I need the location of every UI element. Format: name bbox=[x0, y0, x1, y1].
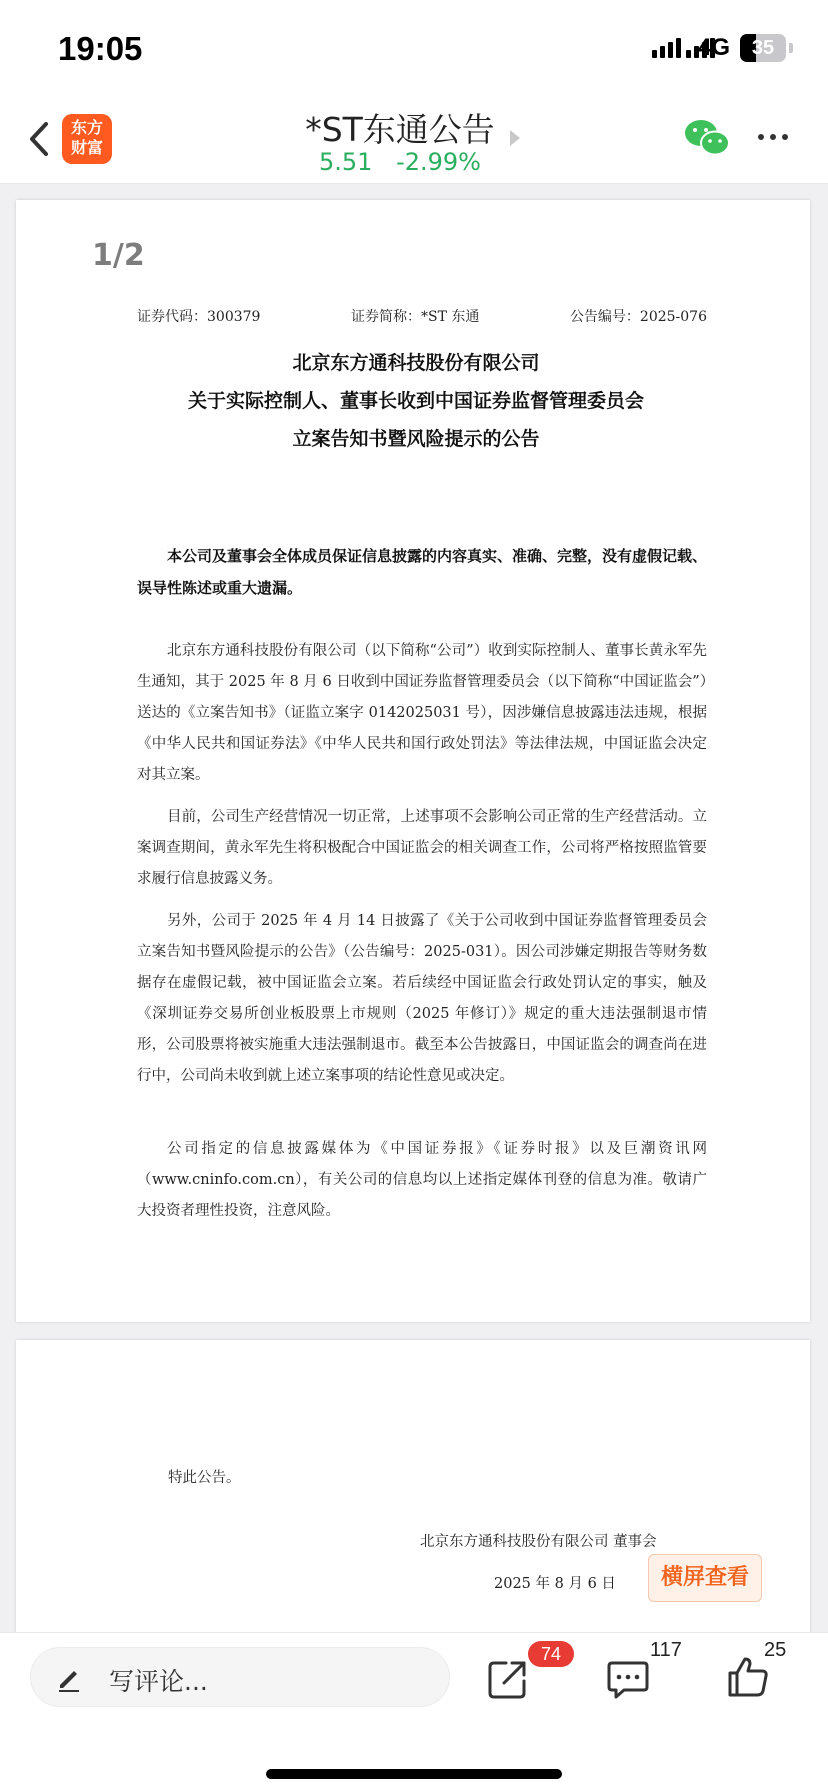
stock-quote bbox=[230, 148, 570, 176]
document-meta bbox=[137, 306, 707, 326]
document-title-line-3: 立案告知书暨风险提示的公告 bbox=[292, 428, 540, 450]
security-name: 证券简称：*ST 东通 bbox=[350, 309, 480, 325]
document-page-1 bbox=[16, 200, 810, 1322]
stock-price: 5.51 bbox=[319, 148, 373, 176]
bottom-action-bar bbox=[0, 1632, 828, 1792]
landscape-view-button[interactable]: 横屏查看 bbox=[648, 1554, 762, 1602]
paragraph-3: 另外，公司于 2025 年 4 月 14 日披露了《关于公司收到中国证券监督管理委员会立案告知书暨风险提示的公告》（公告编号：2025-031）。因公司涉嫌定期报告等财务数据存在虚假记载，被中国证监会立案。若后续经中国证监会行政处罚认定的事实，触及《深圳证券交易所创业板股票上市规则（2025 年修订）》规定的重大违法强制退市情形，公司股票将被实施重大违法强制退市。截至本公告披露日，中国证监会的调查尚在进行中，公司尚未收到就上述立案事项的结论性意见或决定。 bbox=[137, 913, 707, 1084]
page-title: *ST东通公告 bbox=[305, 110, 495, 149]
back-icon[interactable] bbox=[22, 116, 62, 162]
battery-level: 35 bbox=[751, 37, 775, 59]
security-code: 证券代码：300379 bbox=[137, 309, 261, 325]
battery-cap bbox=[789, 43, 793, 53]
paragraph-2: 目前，公司生产经营情况一切正常，上述事项不会影响公司正常的生产经营活动。立案调查期间，黄永军先生将积极配合中国证监会的相关调查工作，公司将严格按照监管要求履行信息披露义务。 bbox=[137, 809, 707, 887]
battery-icon bbox=[740, 34, 786, 62]
stock-change: -2.99% bbox=[396, 148, 481, 176]
paragraph-4: 公司指定的信息披露媒体为《中国证券报》《证券时报》以及巨潮资讯网（www.cninfo.com.cn），有关公司的信息均以上述指定媒体刊登的信息为准。敬请广大投资者理性投资，注意风险。 bbox=[137, 1141, 707, 1219]
share-count-badge: 74 bbox=[528, 1641, 574, 1667]
like-count: 25 bbox=[764, 1639, 787, 1661]
document-title-line-2: 关于实际控制人、董事长收到中国证券监督管理委员会 bbox=[187, 390, 644, 412]
status-bar bbox=[0, 0, 828, 96]
comment-icon[interactable] bbox=[606, 1659, 650, 1701]
pencil-icon bbox=[55, 1664, 83, 1692]
comment-count: 117 bbox=[650, 1639, 682, 1661]
page-indicator: 1/2 bbox=[92, 238, 145, 273]
closing-text: 特此公告。 bbox=[168, 1470, 241, 1486]
logo-line1: 东方 bbox=[70, 118, 103, 137]
share-icon[interactable] bbox=[486, 1657, 530, 1701]
sign-date: 2025 年 8 月 6 日 bbox=[494, 1576, 616, 1592]
more-icon[interactable] bbox=[758, 134, 788, 140]
document-title-line-1: 北京东方通科技股份有限公司 bbox=[292, 352, 540, 374]
home-indicator bbox=[266, 1769, 562, 1779]
board-statement: 本公司及董事会全体成员保证信息披露的内容真实、准确、完整，没有虚假记载、误导性陈述或重大遗漏。 bbox=[137, 547, 708, 597]
comment-placeholder: 写评论... bbox=[109, 1667, 208, 1696]
status-time: 19:05 bbox=[58, 30, 143, 67]
title-caret-icon[interactable] bbox=[510, 130, 520, 146]
logo-line2: 财富 bbox=[70, 138, 103, 157]
wechat-icon[interactable] bbox=[683, 118, 731, 158]
paragraph-1: 北京东方通科技股份有限公司（以下简称“公司”）收到实际控制人、董事长黄永军先生通知，其于 2025 年 8 月 6 日收到中国证券监督管理委员会（以下简称“中国证监会”）送达的《立案告知书》（证监立案字 0142025031 号），因涉嫌信息披露违法违规，根据《中华人民共和国证券法》《中华人民共和国行政处罚法》等法律法规，中国证监会决定对其立案。 bbox=[137, 643, 707, 783]
comment-input[interactable] bbox=[30, 1647, 450, 1707]
network-type: 4G bbox=[698, 34, 731, 61]
signer: 北京东方通科技股份有限公司 董事会 bbox=[420, 1534, 657, 1550]
app-logo[interactable] bbox=[62, 114, 112, 164]
announcement-number: 公告编号：2025-076 bbox=[569, 309, 707, 325]
nav-bar bbox=[0, 96, 828, 184]
